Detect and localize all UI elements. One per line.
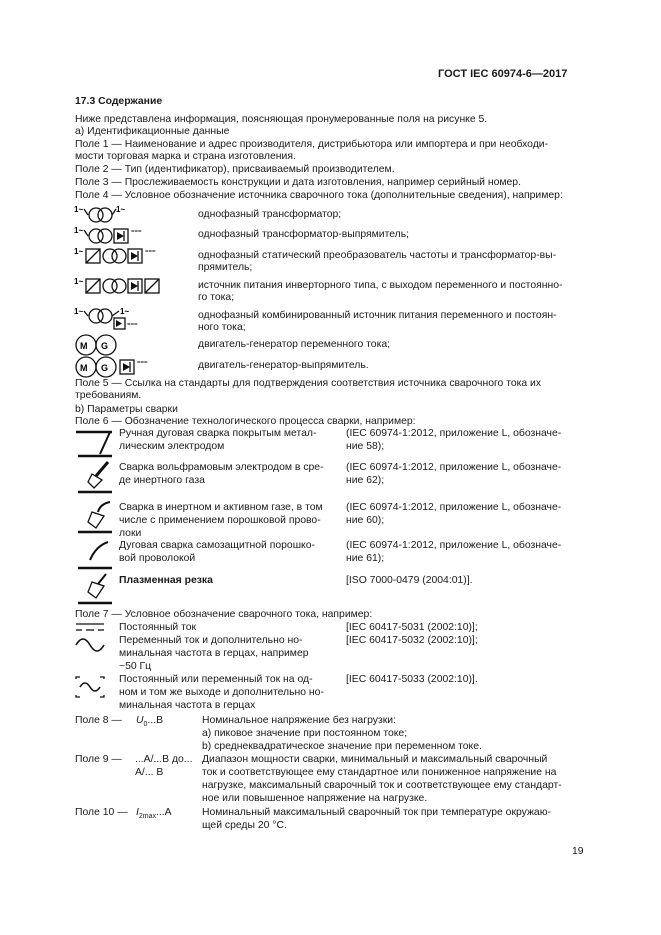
field-10-text-1: Номинальный максимальный сварочный ток при температуре окружаю-	[202, 807, 551, 818]
intro-text: Ниже представлена информация, поясняющая пронумерованные поля на рисунке 5.	[75, 114, 488, 125]
field-5-line-1: Поле 5 — Ссылка на стандарты для подтверждения соответствия источника сварочного тока их	[75, 378, 542, 389]
field-9-symbol-1: ...А/...В до...	[135, 754, 193, 765]
process-5-desc-1: Плазменная резка	[119, 575, 213, 586]
page-number: 19	[572, 846, 584, 857]
power-source-1-text: однофазный трансформатор;	[198, 209, 342, 220]
plasma-cutting-icon	[74, 572, 114, 606]
transformer-rectifier-symbol-icon	[74, 225, 194, 245]
inverter-symbol-icon	[74, 276, 194, 296]
current-3-ref-1: [IEC 60417-5033 (2002:10)].	[346, 674, 478, 685]
process-2-desc-1: Сварка вольфрамовым электродом в сре-	[119, 462, 324, 473]
svg-text:1~: 1~	[74, 307, 84, 316]
field-8-label: Поле 8 —	[75, 715, 122, 726]
process-3-ref-2: ние 60);	[346, 515, 385, 526]
field-3-text: Поле 3 — Прослеживаемость конструкции и дата изготовления, например серийный номер.	[75, 177, 521, 188]
field-8-text-3: b) среднеквадратическое значение при переменном токе.	[202, 741, 482, 752]
svg-text:===: ===	[145, 249, 156, 255]
current-3-desc-1: Постоянный или переменный ток на од-	[119, 674, 313, 685]
field-8-symbol: $U_0...В$	[136, 715, 164, 729]
power-source-3-line-1: однофазный статический преобразователь частоты и трансформатор-вы-	[198, 250, 557, 261]
field-8-text-2: а) пиковое значение при постоянном токе;	[202, 728, 408, 739]
direct-current-icon	[74, 621, 106, 633]
current-3-desc-3: минальная частота в герцах	[119, 700, 256, 711]
mig-mag-welding-icon	[74, 500, 114, 534]
mma-welding-icon	[74, 428, 114, 458]
field-9-symbol-2: А/... В	[135, 767, 164, 778]
part-a-heading: а) Идентификационные данные	[75, 126, 230, 137]
process-4-ref-2: ние 61);	[346, 553, 385, 564]
field-2-text: Поле 2 — Тип (идентификатор), присваиваемый производителем.	[75, 164, 395, 175]
symbol-input-label: 1~	[74, 205, 84, 214]
field-10-text-2: щей среды 20 °С.	[202, 820, 287, 831]
svg-text:===: ===	[131, 229, 142, 235]
current-2-desc-1: Переменный ток и дополнительно но-	[119, 635, 303, 646]
svg-text:===: ===	[137, 360, 148, 366]
field-4-text: Поле 4 — Условное обозначение источника сварочного тока (дополнительные сведения), например:	[75, 190, 563, 201]
frequency-converter-symbol-icon	[74, 246, 194, 266]
field-9-text-3: нагрузке, максимальный сварочный ток и соответствующее ему стандарт-	[202, 780, 562, 791]
power-source-5-line-1: однофазный комбинированный источник питания переменного и постоян-	[198, 310, 557, 321]
process-4-desc-1: Дуговая сварка самозащитной порошко-	[119, 540, 315, 551]
current-2-desc-3: ~50 Гц	[119, 661, 152, 672]
field-1-line-2: мости торговая марка и страна изготовления.	[75, 151, 296, 162]
svg-text:M: M	[80, 341, 88, 351]
power-source-5-line-2: ного тока;	[198, 322, 246, 333]
svg-text:1~: 1~	[74, 247, 84, 256]
field-8-text-1: Номинальное напряжение без нагрузки:	[202, 715, 396, 726]
field-10-symbol: $I_{2max}...А$	[136, 807, 172, 821]
process-5-ref-1: [ISO 7000-0479 (2004:01)].	[346, 575, 473, 586]
current-1-desc-1: Постоянный ток	[119, 622, 197, 633]
section-title: 17.3 Содержание	[75, 96, 163, 107]
self-shielded-welding-icon	[74, 538, 114, 570]
power-source-4-line-1: источник питания инверторного типа, с выходом переменного и постоянно-	[198, 280, 563, 291]
svg-text:===: ===	[127, 322, 138, 328]
document-header: ГОСТ IEC 60974-6—2017	[438, 68, 568, 80]
process-2-ref-1: (IEC 60974-1:2012, приложение L, обозначе-	[346, 462, 562, 473]
power-source-7-text: двигатель-генератор-выпрямитель.	[198, 360, 369, 371]
power-source-4-line-2: го тока;	[198, 292, 235, 303]
svg-text:G: G	[101, 341, 109, 351]
tig-welding-icon	[74, 460, 114, 494]
field-7-text: Поле 7 — Условное обозначение сварочного тока, например:	[75, 609, 373, 620]
field-9-text-2: ток и соответствующее ему стандартное или пониженное напряжение на	[202, 767, 557, 778]
process-3-ref-1: (IEC 60974-1:2012, приложение L, обозначе-	[346, 502, 562, 513]
svg-text:1~: 1~	[74, 226, 84, 235]
field-9-text-4: ное или повышенное напряжение на нагрузке.	[202, 793, 428, 804]
process-3-desc-1: Сварка в инертном и активном газе, в том	[119, 502, 323, 513]
process-3-desc-3: локи	[119, 528, 142, 539]
process-3-desc-2: числе с применением порошковой прово-	[119, 515, 321, 526]
field-6-text: Поле 6 — Обозначение технологического процесса сварки, например:	[75, 416, 416, 427]
alternating-current-icon	[74, 636, 106, 654]
current-2-desc-2: минальная частота в герцах, например	[119, 648, 309, 659]
svg-text:1~: 1~	[120, 307, 130, 316]
current-1-ref-1: [IEC 60417-5031 (2002:10)];	[346, 622, 478, 633]
process-1-desc-1: Ручная дуговая сварка покрытым метал-	[119, 428, 317, 439]
field-1-line-1: Поле 1 — Наименование и адрес производителя, дистрибьютора или импортера и при необходи-	[75, 139, 549, 150]
ac-dc-current-icon	[74, 675, 106, 699]
motor-generator-rectifier-symbol-icon	[74, 356, 194, 380]
field-9-label: Поле 9 —	[75, 754, 122, 765]
process-2-desc-2: де инертного газа	[119, 475, 205, 486]
field-10-label: Поле 10 —	[75, 807, 128, 818]
current-2-ref-1: [IEC 60417-5032 (2002:10)];	[346, 635, 478, 646]
process-2-ref-2: ние 62);	[346, 475, 385, 486]
svg-text:1~: 1~	[74, 277, 84, 286]
power-source-6-text: двигатель-генератор переменного тока;	[198, 339, 391, 350]
process-4-desc-2: вой проволокой	[119, 553, 196, 564]
current-3-desc-2: ном и том же выходе и дополнительно но-	[119, 687, 324, 698]
process-1-desc-2: лическим электродом	[119, 441, 225, 452]
process-4-ref-1: (IEC 60974-1:2012, приложение L, обозначе-	[346, 540, 562, 551]
field-9-text-1: Диапазон мощности сварки, минимальный и максимальный сварочный	[202, 754, 548, 765]
power-source-2-text: однофазный трансформатор-выпрямитель;	[198, 229, 410, 240]
power-source-3-line-2: прямитель;	[198, 262, 253, 273]
process-1-ref-1: (IEC 60974-1:2012, приложение L, обозначе-	[346, 428, 562, 439]
part-b-heading: b) Параметры сварки	[75, 404, 178, 415]
symbol-output-label: 1~	[116, 205, 126, 214]
motor-generator-symbol-icon	[74, 334, 194, 358]
svg-text:G: G	[101, 363, 109, 373]
process-1-ref-2: ние 58);	[346, 441, 385, 452]
combined-source-symbol-icon	[74, 306, 194, 330]
transformer-symbol-icon	[74, 204, 194, 224]
field-5-line-2: требованиям.	[75, 390, 142, 401]
svg-text:M: M	[80, 363, 88, 373]
